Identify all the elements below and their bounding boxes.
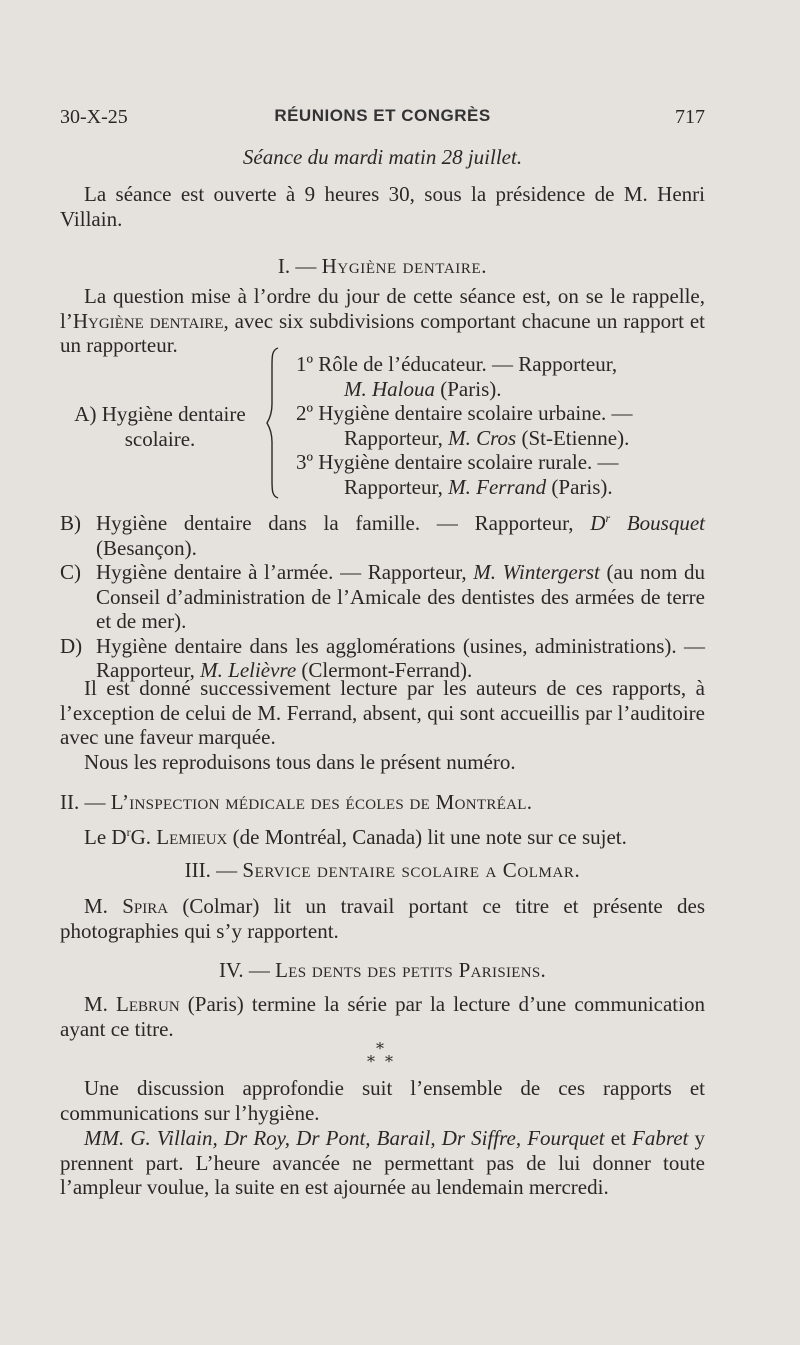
list-item: 1º Rôle de l’éducateur. — Rapporteur, <box>296 352 618 376</box>
reading-paragraph: Il est donné successivement lecture par les auteurs de ces rapports, à l’exception de celui de M. Ferrand, absent, qui sont accueillis par l’auditoire avec une faveur marquée. <box>60 676 705 749</box>
list-item-rapporteur: M. Haloua (Paris). <box>344 376 502 401</box>
svg-text:*: * <box>367 1052 375 1070</box>
section3-heading: III. — Service dentaire scolaire a Colmar. <box>184 858 581 882</box>
header-date: 30-X-25 <box>60 106 128 128</box>
section4-heading: IV. — Les dents des petits Parisiens. <box>218 958 547 982</box>
session-title: Séance du mardi matin 28 juillet. <box>242 145 523 169</box>
section2-text: Le $D^rG$. Lemieux (de Montréal, Canada) lit une note sur ce sujet. <box>84 825 627 849</box>
list-item: 3º Hygiène dentaire scolaire rurale. — <box>296 450 619 474</box>
header-title: RÉUNIONS ET CONGRÈS <box>274 106 491 125</box>
list-item: 2º Hygiène dentaire scolaire urbaine. — <box>296 401 633 425</box>
subdivision-b: B) Hygiène dentaire dans la famille. — Rapporteur, $D^r$ Bousquet (Besançon). <box>60 511 706 560</box>
section1-intro: La question mise à l’ordre du jour de cette séance est, on se le rappelle, l’Hygiène dentaire, avec six subdivisions comportant chacune un rapport et un rapporteur. <box>60 284 705 357</box>
subdivision-a-list <box>296 352 708 499</box>
opening-paragraph: La séance est ouverte à 9 heures 30, sous la présidence de M. Henri Villain. <box>60 182 705 231</box>
closing-paragraph-1: Une discussion approfondie suit l’ensemble de ces rapports et communications sur l’hygiène. <box>60 1076 705 1125</box>
running-header <box>60 106 705 134</box>
subdivisions-b-to-d <box>60 506 705 683</box>
section4-text: M. Lebrun (Paris) termine la série par la lecture d’une communication ayant ce titre. <box>60 992 705 1041</box>
page-number: 717 <box>675 106 705 128</box>
section2-heading: II. — L’inspection médicale des écoles de Montréal. <box>60 790 533 814</box>
reproduce-paragraph: Nous les reproduisons tous dans le présent numéro. <box>84 750 516 774</box>
closing-paragraph-2: MM. G. Villain, Dr Roy, Dr Pont, Barail, Dr Siffre, Fourquet et Fabret y prennent part. L’heure avancée ne permettant pas de lui donner toute l’ampleur voulue, la suite en est ajournée au lendemain mercredi. <box>60 1126 706 1199</box>
svg-text:*: * <box>385 1052 393 1070</box>
section1-heading: I. — Hygiène dentaire. <box>277 254 488 278</box>
curly-brace-icon <box>266 346 282 500</box>
section3-text: M. Spira (Colmar) lit un travail portant ce titre et présente des photographies qui s’y rapportent. <box>60 894 705 943</box>
list-item-rapporteur: Rapporteur, M. Cros (St-Etienne). <box>344 425 630 450</box>
subdivision-a-label: A) Hygiène dentaire scolaire. <box>74 402 246 451</box>
svg-text:*: * <box>376 1040 384 1058</box>
subdivision-d: D) Hygiène dentaire dans les agglomérations (usines, administrations). — Rapporteur, M. Lelièvre (Clermont-Ferrand). <box>60 633 705 682</box>
subdivision-c: C) Hygiène dentaire à l’armée. — Rapporteur, M. Wintergerst (au nom du Conseil d’administration de l’Amicale des dentistes des armées de terre et de mer). <box>60 560 706 633</box>
asterism-icon <box>355 1040 405 1070</box>
list-item-rapporteur: Rapporteur, M. Ferrand (Paris). <box>344 474 613 499</box>
